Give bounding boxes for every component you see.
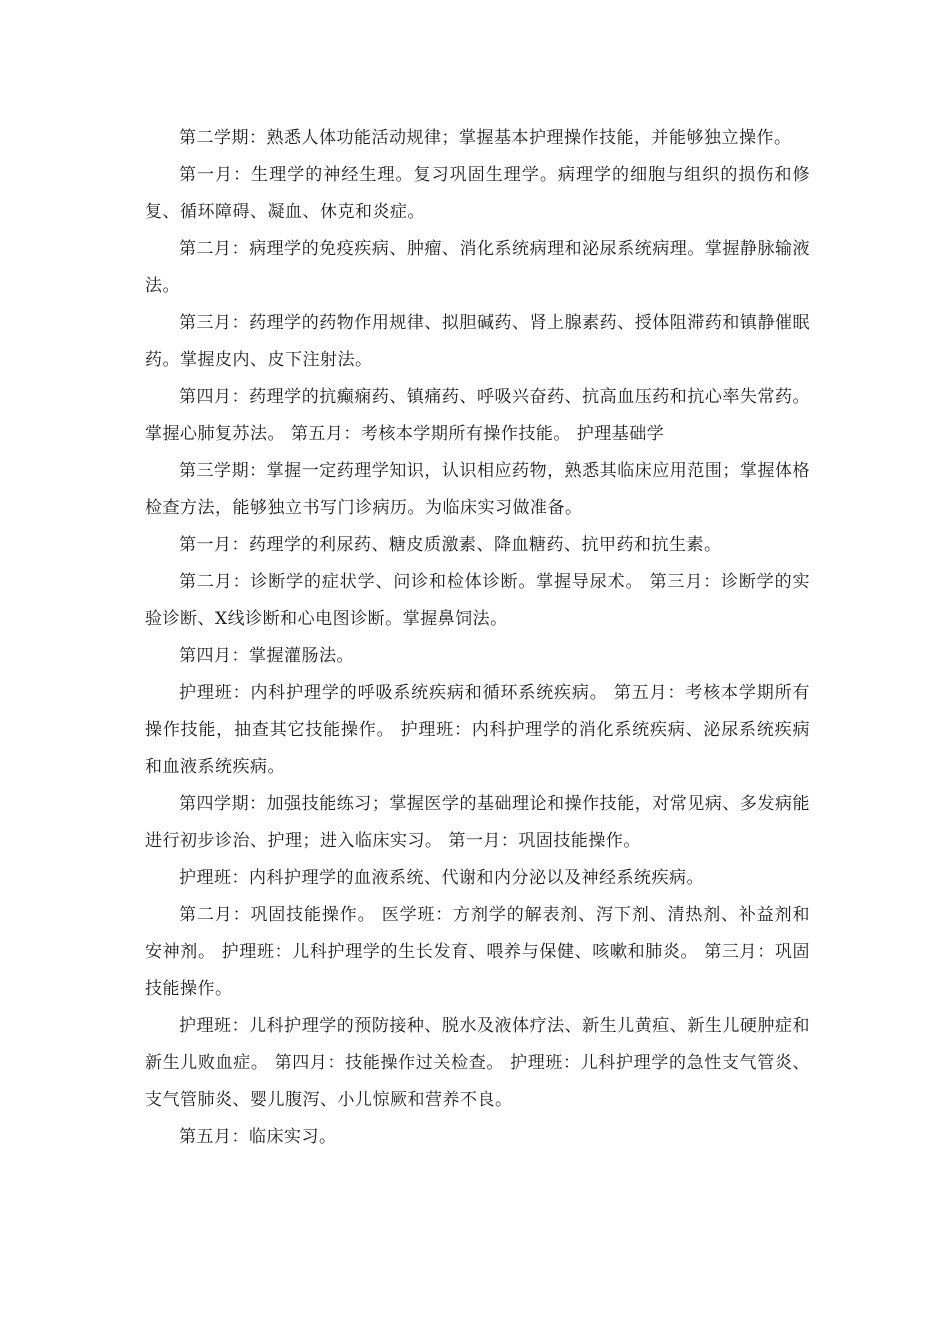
paragraph-nursing-class-s3: 护理班：内科护理学的呼吸系统疾病和循环系统疾病。 第五月：考核本学期所有操作技能，抽查其它技能操作。 护理班：内科护理学的消化系统疾病、泌尿系统疾病和血液系统疾病。 bbox=[145, 683, 810, 777]
paragraph-s4-month-5: 第五月：临床实习。 bbox=[179, 1127, 337, 1147]
paragraph-semester-3-goal: 第三学期：掌握一定药理学知识，认识相应药物，熟悉其临床应用范围；掌握体格检查方法，能够独立书写门诊病历。为临床实习做准备。 bbox=[145, 461, 810, 518]
paragraph-month-2: 第二月：病理学的免疫疾病、肿瘤、消化系统病理和泌尿系统病理。掌握静脉输液法。 bbox=[145, 239, 810, 296]
paragraph-s4-month-3-4: 护理班：儿科护理学的预防接种、脱水及液体疗法、新生儿黄疸、新生儿硬肿症和新生儿败血症。 第四月：技能操作过关检查。 护理班：儿科护理学的急性支气管炎、支气管肺炎、婴儿腹泻、小儿惊厥和营养不良。 bbox=[145, 1016, 810, 1110]
paragraph-semester-4-goal: 第四学期：加强技能练习；掌握医学的基础理论和操作技能，对常见病、多发病能进行初步诊治、护理；进入临床实习。 第一月：巩固技能操作。 bbox=[145, 794, 810, 851]
document-body bbox=[145, 120, 810, 1156]
paragraph-s3-month-4: 第四月：掌握灌肠法。 bbox=[179, 646, 354, 666]
paragraph-month-3: 第三月：药理学的药物作用规律、拟胆碱药、肾上腺素药、授体阻滞药和镇静催眠药。掌握皮内、皮下注射法。 bbox=[145, 313, 810, 370]
paragraph-s3-month-2-3: 第二月：诊断学的症状学、问诊和检体诊断。掌握导尿术。 第三月：诊断学的实验诊断、X线诊断和心电图诊断。掌握鼻饲法。 bbox=[145, 572, 810, 629]
paragraph-semester-2-goal: 第二学期：熟悉人体功能活动规律；掌握基本护理操作技能，并能够独立操作。 bbox=[179, 128, 792, 148]
paragraph-nursing-class-s4-m1: 护理班：内科护理学的血液系统、代谢和内分泌以及神经系统疾病。 bbox=[179, 868, 704, 888]
paragraph-month-4-5: 第四月：药理学的抗癫痫药、镇痛药、呼吸兴奋药、抗高血压药和抗心率失常药。掌握心肺复苏法。 第五月：考核本学期所有操作技能。 护理基础学 bbox=[145, 387, 810, 444]
paragraph-month-1: 第一月：生理学的神经生理。复习巩固生理学。病理学的细胞与组织的损伤和修复、循环障碍、凝血、休克和炎症。 bbox=[145, 165, 810, 222]
paragraph-s4-month-2-3: 第二月：巩固技能操作。 医学班：方剂学的解表剂、泻下剂、清热剂、补益剂和安神剂。 护理班：儿科护理学的生长发育、喂养与保健、咳嗽和肺炎。 第三月：巩固技能操作。 bbox=[145, 905, 810, 999]
paragraph-s3-month-1: 第一月：药理学的利尿药、糖皮质激素、降血糖药、抗甲药和抗生素。 bbox=[179, 535, 722, 555]
